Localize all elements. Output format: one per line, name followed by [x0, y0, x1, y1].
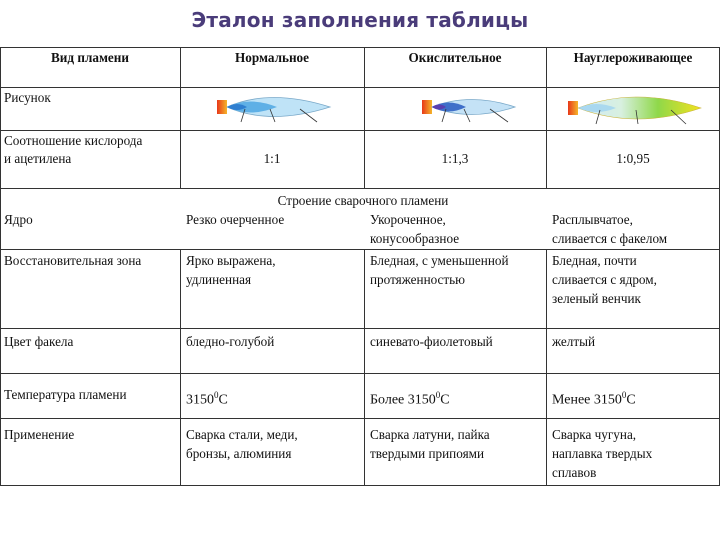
application-oxidizing-line1: Сварка латуни, пайка	[370, 427, 490, 442]
col2-divider-bottom	[364, 249, 365, 486]
header-oxidizing: Окислительное	[408, 50, 502, 65]
degree-mark: 0	[214, 390, 219, 400]
application-label: Применение	[4, 427, 75, 442]
ratio-row-border	[0, 188, 720, 189]
temperature-unit: С	[626, 392, 636, 408]
core-oxidizing-line1: Укороченное,	[370, 212, 446, 227]
temperature-label: Температура пламени	[4, 387, 127, 402]
temperature-carburizing	[552, 385, 636, 411]
reduction-normal-line2: удлиненная	[186, 272, 252, 287]
page-title: Эталон заполнения таблицы	[191, 8, 529, 32]
ratio-label-line2: и ацетилена	[4, 151, 72, 166]
temperature-unit: С	[218, 392, 228, 408]
core-oxidizing-line2: конусообразное	[370, 231, 460, 246]
left-border	[0, 47, 1, 486]
temperature-value: 3150	[186, 392, 214, 408]
nozzle-shape	[217, 100, 227, 114]
torch-color-normal: бледно-голубой	[186, 334, 275, 349]
application-normal-line1: Сварка стали, меди,	[186, 427, 298, 442]
application-normal-line2: бронзы, алюминия	[186, 446, 292, 461]
header-flame-type: Вид пламени	[51, 50, 129, 65]
carburizing-flame-drawing	[566, 92, 706, 128]
table-bottom-border	[0, 485, 720, 486]
core-carburizing-line2: сливается с факелом	[552, 231, 668, 246]
temperature-oxidizing	[370, 385, 450, 411]
color-row-border	[0, 373, 720, 374]
reduction-carburizing-line2: сливается с ядром,	[552, 272, 657, 287]
temperature-normal	[186, 385, 228, 411]
ratio-carburizing: 1:0,95	[616, 151, 650, 166]
core-normal: Резко очерченное	[186, 212, 285, 227]
temperature-value: Менее 3150	[552, 392, 622, 408]
degree-mark: 0	[621, 390, 627, 400]
structure-heading: Строение сварочного пламени	[277, 193, 449, 208]
torch-color-carburizing: желтый	[552, 334, 596, 349]
header-normal: Нормальное	[234, 50, 309, 65]
ratio-normal: 1:1	[263, 151, 281, 166]
application-oxidizing-line2: твердыми припоями	[370, 446, 485, 461]
reduction-carburizing-line1: Бледная, почти	[552, 253, 637, 268]
core-row-border	[0, 249, 720, 250]
temperature-row-border	[0, 418, 720, 419]
torch-color-label: Цвет факела	[4, 334, 74, 349]
ratio-label-line1: Соотношение кислорода	[4, 133, 143, 148]
application-carburizing-line1: Сварка чугуна,	[552, 427, 637, 442]
torch-color-oxidizing: синевато-фиолетовый	[370, 334, 493, 349]
reduction-label: Восстановительная зона	[4, 253, 142, 268]
reduction-carburizing-line3: зеленый венчик	[552, 291, 641, 306]
application-carburizing-line2: наплавка твердых	[552, 446, 653, 461]
header-row-border	[0, 87, 720, 88]
col1-divider-bottom	[180, 249, 181, 486]
ratio-oxidizing: 1:1,3	[441, 151, 469, 166]
application-carburizing-line3: сплавов	[552, 465, 597, 480]
temperature-unit: С	[440, 392, 450, 408]
degree-mark: 0	[435, 390, 441, 400]
core-label: Ядро	[4, 212, 33, 227]
normal-flame-drawing	[215, 92, 335, 126]
nozzle-shape	[568, 101, 578, 115]
nozzle-shape	[422, 100, 432, 114]
core-carburizing-line1: Расплывчатое,	[552, 212, 633, 227]
reduction-oxidizing-line1: Бледная, с уменьшенной	[370, 253, 509, 268]
reduction-normal-line1: Ярко выражена,	[186, 253, 276, 268]
col3-divider-bottom	[546, 249, 547, 486]
oxidizing-flame-drawing	[420, 92, 520, 126]
reduction-row-border	[0, 328, 720, 329]
header-carburizing: Науглероживающее	[573, 50, 693, 65]
temperature-value: Более 3150	[370, 392, 436, 408]
reduction-oxidizing-line2: протяженностью	[370, 272, 466, 287]
drawing-label: Рисунок	[4, 90, 51, 105]
